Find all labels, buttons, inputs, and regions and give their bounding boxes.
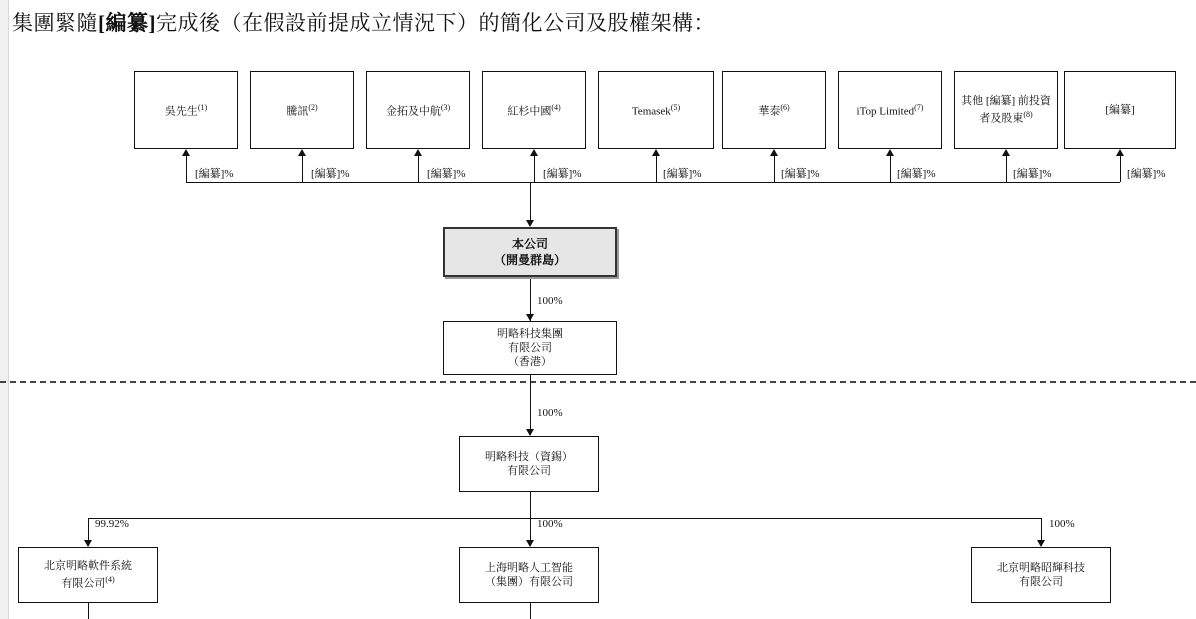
connector-shareholder-1 xyxy=(186,156,187,182)
tier4-left-line2: 有限公司$^{(4)}$ xyxy=(61,575,115,590)
arrowhead-wuxi-sub xyxy=(526,429,534,436)
connector-shareholder-4 xyxy=(534,156,535,182)
wuxi-subsidiary-line1: 明略科技（資錫） xyxy=(485,451,573,463)
hk-subsidiary-box xyxy=(443,321,617,375)
pct-shareholder-3: [編纂]% xyxy=(427,168,466,180)
connector-shareholder-7 xyxy=(890,156,891,182)
company-label-line1: 本公司 xyxy=(511,237,548,251)
shareholder-label-1: 吳先生$^{(1)}$ xyxy=(164,103,208,118)
shareholder-label-6: 華泰$^{(6)}$ xyxy=(758,103,790,118)
arrowhead-company xyxy=(526,220,534,227)
shareholder-label-2: 騰訊$^{(2)}$ xyxy=(286,103,318,118)
connector-shareholder-2 xyxy=(302,156,303,182)
pct-company-to-hk: 100% xyxy=(537,295,563,307)
shareholder-label-4: 紅杉中國$^{(4)}$ xyxy=(507,103,561,118)
arrowhead-shareholder-9 xyxy=(1116,149,1124,156)
connector-shareholder-9 xyxy=(1120,156,1121,182)
arrowhead-tier4-left xyxy=(84,540,92,547)
shareholder-box-3 xyxy=(366,71,470,149)
connector-shareholder-5 xyxy=(656,156,657,182)
hk-subsidiary-line1: 明略科技集團 xyxy=(497,328,563,340)
pct-hk-to-wuxi: 100% xyxy=(537,407,563,419)
tier4-box-left xyxy=(18,547,158,603)
shareholder-label-7: iTop Limited$^{(7)}$ xyxy=(856,103,924,118)
wuxi-subsidiary-box xyxy=(459,436,599,492)
arrowhead-tier4-mid xyxy=(526,540,534,547)
shareholder-label-3: 金拓及中航$^{(3)}$ xyxy=(385,103,451,118)
tier4-mid-line2: （集團）有限公司 xyxy=(485,576,573,588)
jurisdiction-divider xyxy=(0,381,1196,383)
arrowhead-hk-sub xyxy=(526,314,534,321)
arrowhead-tier4-right xyxy=(1037,540,1045,547)
tier4-box-mid xyxy=(459,547,599,603)
company-box xyxy=(443,227,617,277)
page-title xyxy=(12,8,1182,38)
company-label-line2: （開曼群島） xyxy=(493,253,566,267)
shareholder-box-5 xyxy=(598,71,714,149)
tier4-right-line2: 有限公司 xyxy=(1019,576,1063,588)
arrowhead-shareholder-2 xyxy=(298,149,306,156)
connector-bus-to-company xyxy=(530,182,531,220)
caption-prefix: 集團緊隨 xyxy=(12,11,98,35)
pct-shareholder-9: [編纂]% xyxy=(1127,168,1166,180)
pct-shareholder-4: [編纂]% xyxy=(543,168,582,180)
arrowhead-shareholder-5 xyxy=(652,149,660,156)
connector-tier4-bus xyxy=(88,518,1041,519)
pct-shareholder-1: [編纂]% xyxy=(195,168,234,180)
pct-shareholder-8: [編纂]% xyxy=(1013,168,1052,180)
wuxi-subsidiary-line2: 有限公司 xyxy=(507,465,551,477)
hk-subsidiary-line3: （香港） xyxy=(508,356,552,368)
connector-shareholder-8 xyxy=(1006,156,1007,182)
shareholder-box-7 xyxy=(838,71,942,149)
pct-tier4-mid: 100% xyxy=(537,518,563,530)
shareholder-box-8 xyxy=(954,71,1058,149)
connector-tier4-mid-down xyxy=(530,603,531,619)
pct-tier4-left: 99.92% xyxy=(95,518,129,530)
shareholder-box-4 xyxy=(482,71,586,149)
shareholder-label-5: Temasek$^{(5)}$ xyxy=(631,103,681,118)
connector-hk-to-wuxi xyxy=(530,375,531,435)
connector-shareholder-6 xyxy=(774,156,775,182)
caption-redaction: [編纂] xyxy=(98,11,156,35)
tier4-box-right xyxy=(971,547,1111,603)
pct-shareholder-7: [編纂]% xyxy=(897,168,936,180)
caption-suffix: 完成後（在假設前提成立情況下）的簡化公司及股權架構： xyxy=(156,11,715,35)
arrowhead-shareholder-7 xyxy=(886,149,894,156)
connector-shareholder-3 xyxy=(418,156,419,182)
arrowhead-shareholder-4 xyxy=(530,149,538,156)
org-chart xyxy=(0,44,1196,619)
arrowhead-shareholder-8 xyxy=(1002,149,1010,156)
connector-shareholder-bus xyxy=(186,182,1120,183)
arrowhead-shareholder-6 xyxy=(770,149,778,156)
arrowhead-shareholder-1 xyxy=(182,149,190,156)
pct-shareholder-6: [編纂]% xyxy=(781,168,820,180)
shareholder-box-1 xyxy=(134,71,238,149)
arrowhead-shareholder-3 xyxy=(414,149,422,156)
pct-shareholder-5: [編纂]% xyxy=(663,168,702,180)
pct-tier4-right: 100% xyxy=(1049,518,1075,530)
shareholder-label-9: [編纂] xyxy=(1105,104,1135,116)
shareholder-box-9 xyxy=(1064,71,1176,149)
connector-tier4-left-down xyxy=(88,603,89,619)
hk-subsidiary-line2: 有限公司 xyxy=(508,342,552,354)
shareholder-box-2 xyxy=(250,71,354,149)
pct-shareholder-2: [編纂]% xyxy=(311,168,350,180)
shareholder-label-8: 其他 [編纂] 前投資者及股東$^{(8)}$ xyxy=(961,95,1051,125)
connector-wuxi-stem xyxy=(530,492,531,518)
tier4-mid-line1: 上海明略人工智能 xyxy=(485,562,573,574)
shareholder-box-6 xyxy=(722,71,826,149)
tier4-right-line1: 北京明略昭輝科技 xyxy=(997,562,1085,574)
tier4-left-line1: 北京明略軟件系統 xyxy=(44,560,132,573)
